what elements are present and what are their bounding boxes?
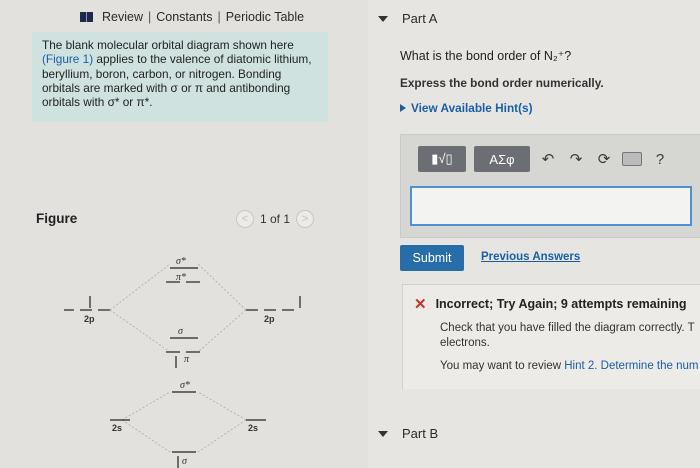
- sigma-star-2p-label: σ*: [176, 256, 186, 267]
- instruction-text: Express the bond order numerically.: [400, 76, 604, 90]
- book-icon: [80, 12, 93, 22]
- part-b-title: Part B: [402, 426, 439, 441]
- feedback-line: Check that you have filled the diagram correctly. T: [440, 322, 695, 334]
- question-text: What is the bond order of N₂⁺?: [400, 49, 572, 63]
- intro-text: [42, 38, 322, 109]
- feedback-hint-suggestion: [440, 360, 700, 372]
- incorrect-icon: ✕: [414, 296, 427, 313]
- previous-answers-link[interactable]: Previous Answers: [481, 251, 581, 263]
- view-hints-toggle[interactable]: [400, 101, 533, 115]
- left-2s-label: 2s: [112, 423, 123, 433]
- part-a-header[interactable]: [378, 11, 437, 26]
- figure-pager: [236, 210, 314, 228]
- view-hints-label: View Available Hint(s): [411, 101, 533, 115]
- left-2p-label: 2p: [84, 314, 95, 324]
- pi-star-2p-label: π*: [176, 272, 187, 283]
- intro-line: orbitals with σ* or π*.: [42, 95, 153, 110]
- review-link[interactable]: Review: [102, 10, 143, 24]
- collapse-caret-icon[interactable]: [378, 431, 388, 437]
- submit-button[interactable]: Submit: [400, 245, 464, 271]
- undo-icon[interactable]: ↶: [541, 151, 555, 168]
- intro-panel: [32, 32, 328, 122]
- feedback-hint-prefix: You may want to review: [440, 360, 565, 372]
- intro-line-rest: applies to the valence of diatomic lithium,: [93, 52, 312, 67]
- intro-line: The blank molecular orbital diagram shown here: [42, 38, 294, 52]
- figure-page-count: 1 of 1: [260, 212, 291, 226]
- sigma-2s-label: σ: [182, 456, 187, 467]
- separator: |: [148, 10, 152, 24]
- feedback-headline: [414, 295, 687, 313]
- prev-figure-button[interactable]: <: [236, 210, 254, 228]
- figure-link[interactable]: (Figure 1): [42, 52, 94, 67]
- sigma-star-2s-label: σ*: [180, 380, 190, 391]
- bond-order-input[interactable]: [410, 186, 692, 226]
- intro-line: beryllium, boron, carbon, or nitrogen. Bonding: [42, 66, 282, 81]
- intro-line: orbitals are marked with σ or π and antibonding: [42, 80, 291, 95]
- keyboard-icon[interactable]: [622, 149, 642, 169]
- greek-symbols-button[interactable]: ΑΣφ: [474, 146, 530, 172]
- right-2p-label: 2p: [264, 314, 275, 324]
- hint-2-link[interactable]: Hint 2. Determine the num: [564, 360, 699, 372]
- intro-line: [42, 52, 322, 66]
- periodic-table-link[interactable]: Periodic Table: [225, 10, 305, 24]
- feedback-line: electrons.: [440, 337, 490, 349]
- sigma-2p-label: σ: [178, 326, 183, 337]
- help-icon[interactable]: ?: [655, 150, 665, 168]
- figure-title: Figure: [36, 211, 78, 226]
- part-a-title: Part A: [402, 11, 438, 26]
- pi-2p-label: π: [184, 354, 190, 365]
- expand-triangle-icon: [400, 104, 406, 112]
- reset-icon[interactable]: ⟳: [597, 151, 611, 168]
- part-b-header[interactable]: [378, 426, 438, 441]
- templates-button[interactable]: ▮√▯: [418, 146, 466, 172]
- math-toolbar: [418, 146, 670, 172]
- feedback-status: Incorrect; Try Again; 9 attempts remaining: [435, 297, 687, 311]
- next-figure-button[interactable]: >: [296, 210, 314, 228]
- collapse-caret-icon[interactable]: [378, 16, 388, 22]
- resource-links: [80, 10, 304, 24]
- redo-icon[interactable]: ↷: [569, 151, 583, 168]
- constants-link[interactable]: Constants: [156, 10, 213, 24]
- feedback-message: [440, 321, 700, 351]
- mo-diagram: [50, 242, 370, 468]
- right-2s-label: 2s: [248, 423, 259, 433]
- separator: |: [217, 10, 221, 24]
